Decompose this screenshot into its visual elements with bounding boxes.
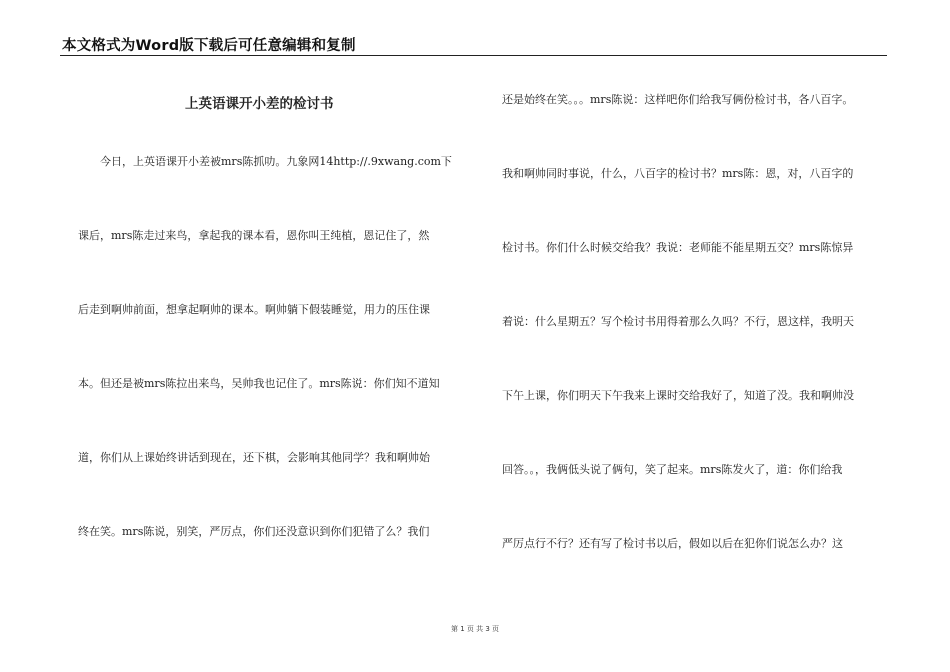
- text-line: 终在笑。mrs陈说，别笑，严厉点，你们还没意识到你们犯错了么？我们: [78, 525, 430, 538]
- text-line: 本。但还是被mrs陈拉出来鸟，吴帅我也记住了。mrs陈说：你们知不道知: [78, 377, 440, 390]
- header-divider: [60, 55, 887, 56]
- text-line: 着说：什么星期五？写个检讨书用得着那么久吗？不行，恩这样，我明天: [502, 315, 854, 328]
- text-line: 下午上课，你们明天下午我来上课时交给我好了，知道了没。我和啊帅没: [502, 389, 854, 402]
- text-line: 后走到啊帅前面，想拿起啊帅的课本。啊帅躺下假装睡觉，用力的压住课: [78, 303, 430, 316]
- text-line: 道，你们从上课始终讲话到现在，还下棋，会影响其他同学？我和啊帅始: [78, 451, 430, 464]
- text-line: 课后，mrs陈走过来鸟，拿起我的课本看，恩你叫王纯植，恩记住了，然: [78, 229, 430, 242]
- page-number-footer: 第 1 页 共 3 页: [450, 625, 500, 633]
- text-line: 我和啊帅同时事说，什么，八百字的检讨书？mrs陈：恩，对，八百字的: [502, 167, 854, 180]
- text-line: 还是始终在笑。。。mrs陈说：这样吧你们给我写俩份检讨书，各八百字。: [502, 93, 854, 106]
- document-title: 上英语课开小差的检讨书: [185, 96, 334, 112]
- text-line: 回答。。，我俩低头说了俩句，笑了起来。mrs陈发火了，道：你们给我: [502, 463, 843, 476]
- text-line: 严厉点行不行？还有写了检讨书以后，假如以后在犯你们说怎么办？这: [502, 537, 843, 550]
- text-line: 检讨书。你们什么时候交给我？我说：老师能不能星期五交？mrs陈惊异: [502, 241, 854, 254]
- document-header-banner: 本文格式为Word版下载后可任意编辑和复制: [62, 38, 356, 54]
- text-line: 今日，上英语课开小差被mrs陈抓叻。九象网14http://.9xwang.com下: [100, 155, 452, 168]
